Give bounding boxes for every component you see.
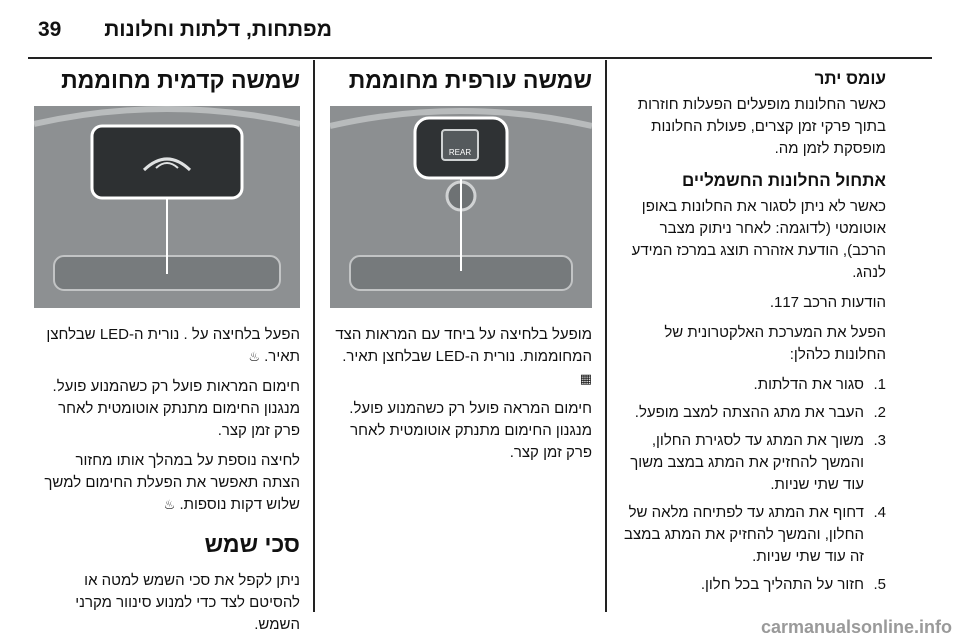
rear-button-label: REAR	[448, 148, 472, 157]
windscreen-heat-icon-2: ♨	[163, 497, 176, 512]
windscreen-text-1: הפעל בלחיצה על . נורית ה-LED שבלחצן תאיר. ♨	[34, 324, 300, 368]
rear-text-2: חימום המראה פועל רק כשהמנוע פועל. מנגנון החימום מתנתק אוטומטית לאחר פרק זמן קצר.	[349, 400, 592, 461]
page-header	[0, 14, 960, 54]
init-heading: אתחול החלונות החשמליים	[681, 171, 886, 190]
console-illustration	[330, 106, 592, 308]
page-number: 39	[38, 18, 62, 41]
rear-defrost-icon: ▦	[579, 371, 592, 386]
windscreen-console-illustration	[34, 106, 300, 308]
right-column	[620, 60, 886, 602]
messages-ref-text: הודעות הרכב 117.	[769, 294, 886, 311]
site-watermark: carmanualsonline.info	[760, 617, 952, 637]
windscreen-heat-icon: ♨	[248, 349, 260, 364]
windscreen-text-2: חימום המראות פועל רק כשהמנוע פועל. מנגנון החימום מתנתק אוטומטית לאחר פרק זמן קצר.	[52, 378, 300, 439]
step-item: 1. סגור את הדלתות.	[753, 376, 886, 393]
column-divider-right	[605, 60, 607, 612]
steps-list	[620, 374, 886, 596]
middle-column	[330, 60, 592, 472]
column-divider-left	[313, 60, 315, 612]
step-item: 2. העבר את מתג ההצתה למצב מופעל.	[634, 404, 886, 421]
init-text: כאשר לא ניתן לסגור את החלונות באופן אוטומטי (לדוגמה: לאחר ניתוק מצבר הרכב), הודעת אזהרה תוצג במרכז המידע לנהג.	[631, 198, 886, 281]
overload-heading: עומס יתר	[814, 69, 886, 88]
activate-text: הפעל את המערכת האלקטרונית של החלונות כלהלן:	[664, 324, 886, 363]
windscreen-heading: שמשה קדמית מחוממת	[61, 67, 300, 93]
windscreen-figure	[34, 106, 300, 308]
header-rule	[28, 57, 932, 59]
rear-text-1: מופעל בלחיצה על ביחד עם המראות הצד המחוממות. נורית ה-LED שבלחצן תאיר. ▦	[330, 324, 592, 390]
sun-visor-heading: סכי שמש	[204, 531, 300, 557]
step-item: 5. חזור על התהליך בכל חלון.	[700, 576, 886, 593]
sun-visor-text: ניתן לקפל את סכי השמש למטה או להסיטם לצד כדי למנוע סינוור מקרני השמש.	[75, 572, 300, 633]
rear-window-heading: שמשה עורפית מחוממת	[348, 67, 592, 93]
step-item: 4. דחוף את המתג עד לפתיחה מלאה של החלון, והמשך להחזיק את המתג במצב זה עוד שתי שניות.	[624, 504, 886, 565]
overload-text: כאשר החלונות מופעלים הפעלות חוזרות בתוך פרקי זמן קצרים, פעולת החלונות מופסקת לזמן מה.	[637, 96, 886, 157]
left-column	[34, 60, 300, 644]
windscreen-text-3: לחיצה נוספת על במהלך אותו מחזור הצתה תאפשר את הפעלת החימום למשך שלוש דקות נוספות. ♨	[34, 450, 300, 516]
rear-window-figure	[330, 106, 592, 308]
chapter-title: מפתחות, דלתות וחלונות	[104, 18, 332, 41]
step-item: 3. משוך את המתג עד לסגירת החלון, והמשך להחזיק את המתג במצב משוך עוד שתי שניות.	[630, 432, 886, 493]
vehicle-messages-ref	[620, 292, 886, 314]
